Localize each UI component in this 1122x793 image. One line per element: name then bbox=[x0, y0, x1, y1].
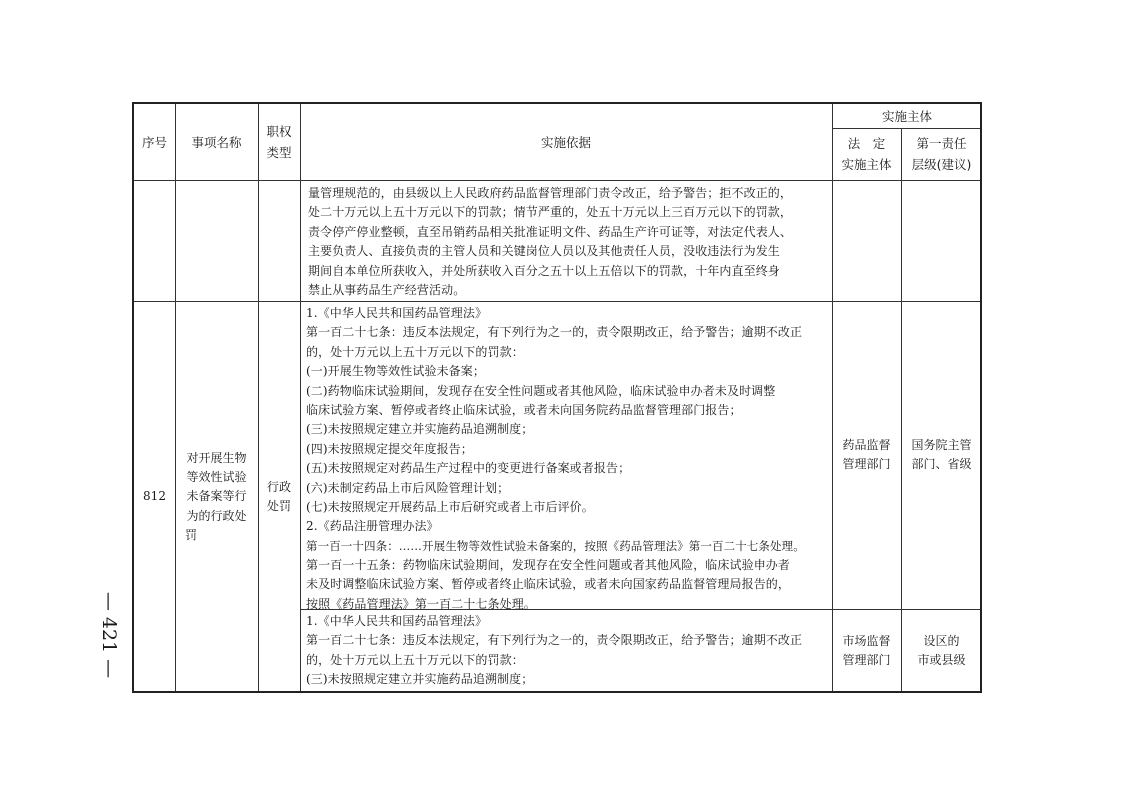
header-type: 职权 类型 bbox=[266, 124, 292, 160]
header-first-responsibility: 第一责任 层级(建议) bbox=[911, 136, 972, 172]
header-name: 事项名称 bbox=[191, 134, 242, 150]
row-812-basis-2: 1.《中华人民共和国药品管理法》 第一百二十七条：违反本法规定，有下列行为之一的，责令限期改正，给予警告；逾期不改正 的，处十万元以上五十万元以下的罚款： (三)未按照规定建立并实施药品追溯制度； bbox=[306, 614, 803, 687]
row-812-legal-subject-2: 市场监督 管理部门 bbox=[842, 633, 891, 667]
header-seq: 序号 bbox=[141, 134, 167, 150]
page-number: — 421 — bbox=[98, 591, 121, 679]
row-812-first-responsibility-2: 设区的 市或县级 bbox=[917, 633, 966, 667]
row-divider bbox=[134, 180, 980, 181]
row-812-seq: 812 bbox=[143, 489, 166, 504]
row-812-legal-subject-1: 药品监督 管理部门 bbox=[842, 437, 891, 471]
row-812-first-responsibility-1: 国务院主管 部门、省级 bbox=[911, 437, 972, 471]
header-subject: 实施主体 bbox=[881, 108, 932, 124]
continuation-basis: 量管理规范的，由县级以上人民政府药品监督管理部门责令改正，给予警告；拒不改正的， 处二十万元以上五十万元以下的罚款；情节严重的，处五十万元以上三百万元以下的罚款， 责令停产停业整顿，直至吊销药品相关批准证明文件、药品生产许可证等，对法定代表人、 主要负责人、直接负责的主管人员和关键岗位人员以及其他责任人员，没收违法行为发生 期间自本单位所获收入，并处所获收入百分之五十以上五倍以下的罚款，十年内直至终身 禁止从事药品生产经营活动。 bbox=[308, 186, 793, 297]
header-legal-subject: 法 定 实施主体 bbox=[841, 136, 892, 172]
row-812-name: 对开展生物 等效性试验 未备案等行 为的行政处 罚 bbox=[185, 450, 247, 542]
row-812-basis-1: 1.《中华人民共和国药品管理法》 第一百二十七条：违反本法规定，有下列行为之一的，责令限期改正，给予警告；逾期不改正 的，处十万元以上五十万元以下的罚款： (一)开展生物等效性试验未备案； (二)药物临床试验期间，发现存在安全性问题或者其他风险，临床试验申办者未及时调整 临床试验方案、暂停或者终止临床试验，或者未向国务院药品监督管理部门报告； (三)未按照规定建立并实施药品追溯制度； (四)未按照规定提交年度报告； (五)未按照规定对药品生产过程中的变更进行备案或者报告； (六)未制定药品上市后风险管理计划； (七)未按照规定开展药品上市后研究或者上市后评价。 2.《药品注册管理办法》 第一百一十四条：……开展生物等效性试验未备案的，按照《药品管理法》第一百二十七条处理。 第一百一十五条：药物临床试验期间，发现存在安全性问题或者其他风险，临床试验申办者 未及时调整临床试验方案、暂停或者终止临床试验，或者未向国家药品监督管理局报告的， 按照《药品管理法》第一百二十七条处理。 bbox=[306, 306, 805, 611]
header-basis: 实施依据 bbox=[540, 134, 591, 150]
row-812-type: 行政 处罚 bbox=[266, 479, 291, 513]
matters-table bbox=[132, 102, 982, 693]
col-divider bbox=[300, 104, 301, 691]
